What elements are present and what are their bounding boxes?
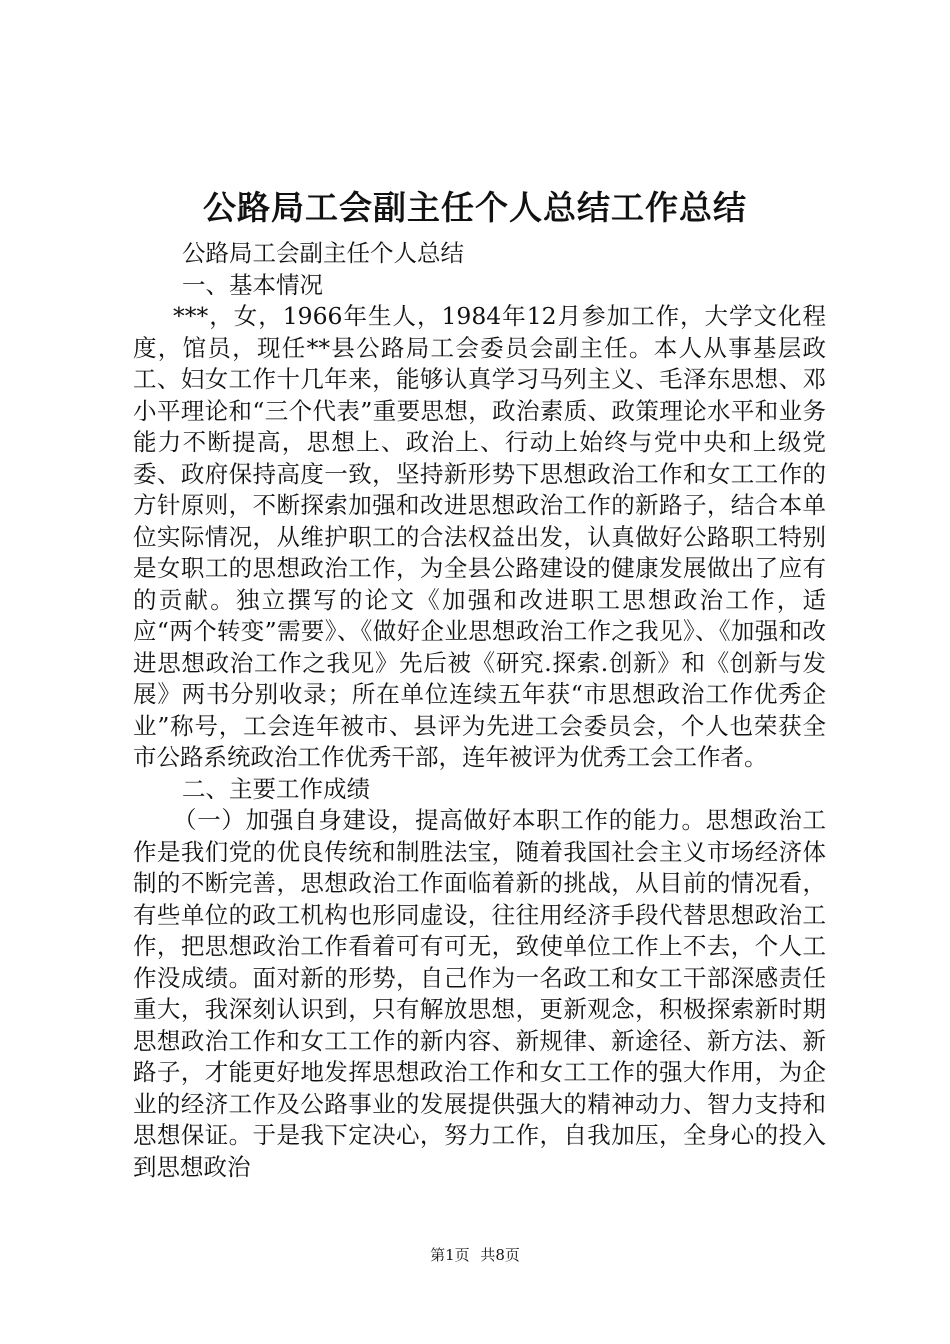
document-body (133, 238, 826, 1183)
page-total: 共8页 (480, 1246, 520, 1264)
basic-info-paragraph: ***，女，1966年生人，1984年12月参加工作，大学文化程度，馆员，现任**县公路局工会委员会副主任。本人从事基层政工、妇女工作十几年来，能够认真学习马列主义、毛泽东思想、邓小平理论和“三个代表”重要思想，政治素质、政策理论水平和业务能力不断提高，思想上、政治上、行动上始终与党中央和上级党委、政府保持高度一致，坚持新形势下思想政治工作和女工工作的方针原则，不断探索加强和改进思想政治工作的新路子，结合本单位实际情况，从维护职工的合法权益出发，认真做好公路职工特别是女职工的思想政治工作，为全县公路建设的健康发展做出了应有的贡献。独立撰写的论文《加强和改进职工思想政治工作，适应“两个转变”需要》、《做好企业思想政治工作之我见》、《加强和改进思想政治工作之我见》先后被《研究.探索.创新》和《创新与发展》两书分别收录；所在单位连续五年获“市思想政治工作优秀企业”称号，工会连年被市、县评为先进工会委员会，个人也荣获全市公路系统政治工作优秀干部，连年被评为优秀工会工作者。 (133, 302, 826, 771)
subtitle-paragraph: 公路局工会副主任个人总结 (182, 239, 464, 267)
achievements-paragraph: （一）加强自身建设，提高做好本职工作的能力。思想政治工作是我们党的优良传统和制胜法宝，随着我国社会主义市场经济体制的不断完善，思想政治工作面临着新的挑战，从目前的情况看，有些单位的政工机构也形同虚设，往往用经济手段代替思想政治工作，把思想政治工作看着可有可无，致使单位工作上不去，个人工作没成绩。面对新的形势，自己作为一名政工和女工干部深感责任重大，我深刻认识到，只有解放思想，更新观念，积极探索新时期思想政治工作和女工工作的新内容、新规律、新途径、新方法、新路子，才能更好地发挥思想政治工作和女工工作的强大作用，为企业的经济工作及公路事业的发展提供强大的精神动力、智力支持和思想保证。于是我下定决心，努力工作，自我加压，全身心的投入到思想政治 (133, 806, 826, 1181)
page-number: 第1页 (430, 1246, 470, 1264)
section-heading-achievements: 二、主要工作成绩 (182, 774, 370, 803)
document-title: 公路局工会副主任个人总结工作总结 (203, 188, 747, 227)
page-footer (0, 1245, 950, 1265)
section-heading-basic-info: 一、基本情况 (182, 270, 323, 299)
